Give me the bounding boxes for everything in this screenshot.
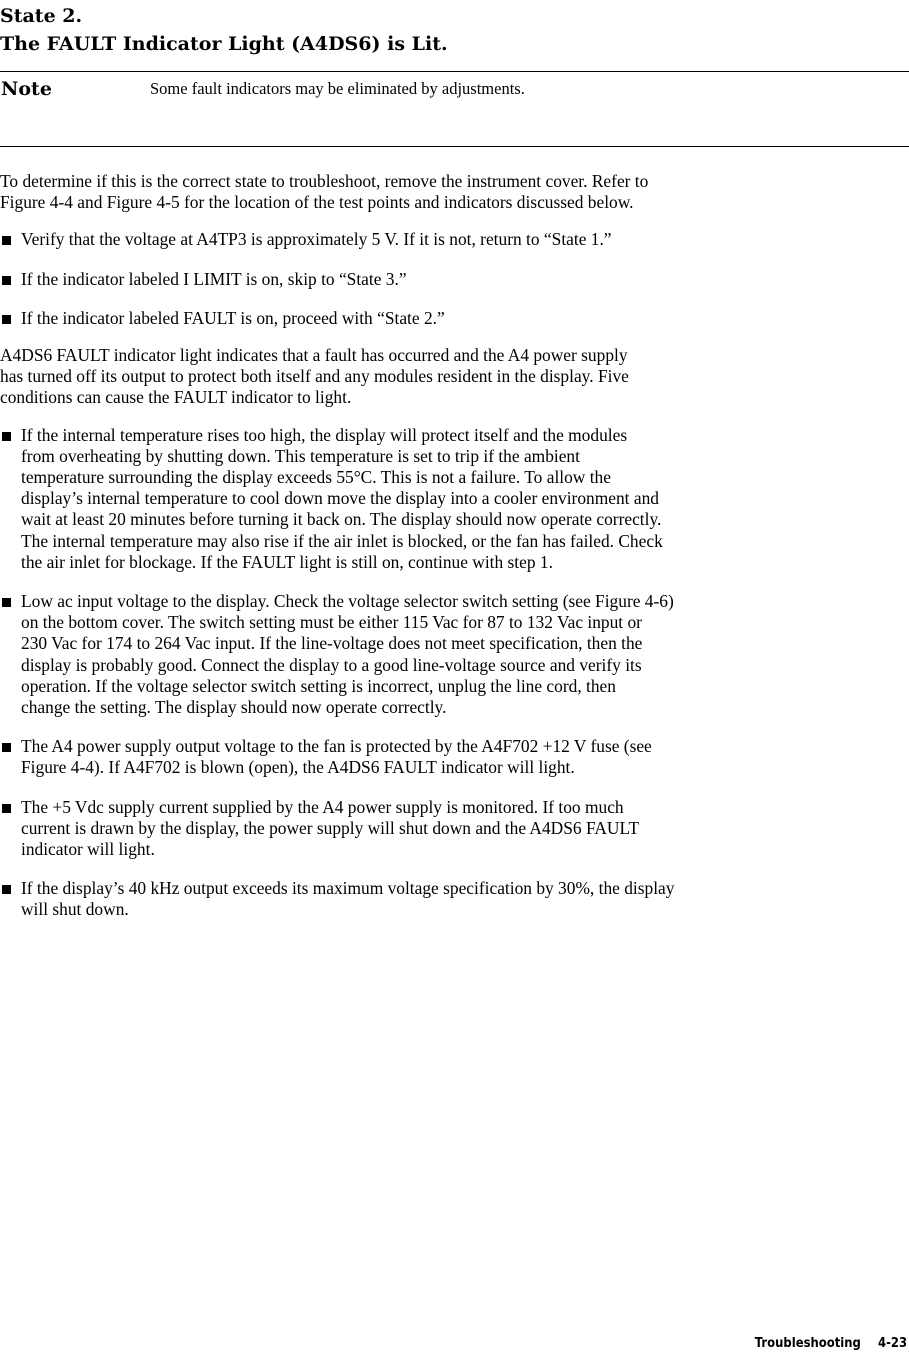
bullet-square-icon bbox=[2, 804, 11, 813]
bullet-square-icon bbox=[2, 743, 11, 752]
list-item: Verify that the voltage at A4TP3 is approximately 5 V. If it is not, return to “State 1.” bbox=[0, 229, 909, 250]
bullet-square-icon bbox=[2, 432, 11, 441]
body-text bbox=[0, 171, 909, 921]
list-item: If the internal temperature rises too high, the display will protect itself and the modules from overheating by shutting down. This temperature is set to trip if the ambient temperature surrounding the display exceeds 55°C. This is not a failure. To allow the display’s internal temperature to cool down move the display into a cooler environment and wait at least 20 minutes before turning it back on. The display should now operate correctly. The internal temperature may also rise if the air inlet is blocked, or the fan has failed. Check the air inlet for blockage. If the FAULT light is still on, continue with step 1. bbox=[0, 425, 909, 573]
intro-line: Figure 4-4 and Figure 4-5 for the location of the test points and indicators discussed below. bbox=[0, 192, 634, 213]
bullet-square-icon bbox=[2, 276, 11, 285]
bullet-square-icon bbox=[2, 598, 11, 607]
bullet-square-icon bbox=[2, 236, 11, 245]
list-item: If the display’s 40 kHz output exceeds its maximum voltage specification by 30%, the display will shut down. bbox=[0, 878, 909, 920]
section-heading bbox=[0, 2, 448, 58]
intro-paragraph bbox=[0, 171, 909, 213]
note-label: Note bbox=[1, 78, 52, 100]
note-bottom-divider bbox=[0, 146, 909, 147]
note-top-divider bbox=[0, 71, 909, 72]
note-text: Some fault indicators may be eliminated by adjustments. bbox=[150, 79, 525, 98]
intro-line: To determine if this is the correct state to troubleshoot, remove the instrument cover. Refer to bbox=[0, 171, 649, 191]
list-item: The A4 power supply output voltage to the fan is protected by the A4F702 +12 V fuse (see Figure 4-4). If A4F702 is blown (open), the A4DS6 FAULT indicator will light. bbox=[0, 736, 909, 778]
bullet-square-icon bbox=[2, 315, 11, 324]
state-check-list bbox=[0, 229, 909, 329]
footer-section-name: Troubleshooting bbox=[754, 1335, 861, 1351]
list-item: If the indicator labeled I LIMIT is on, skip to “State 3.” bbox=[0, 269, 909, 290]
fault-intro-paragraph: A4DS6 FAULT indicator light indicates that a fault has occurred and the A4 power supply has turned off its output to protect both itself and any modules resident in the display. Five conditions can cause the FAULT indicator to light. bbox=[0, 345, 629, 408]
state-subtitle: The FAULT Indicator Light (A4DS6) is Lit. bbox=[0, 33, 448, 55]
list-item: If the indicator labeled FAULT is on, proceed with “State 2.” bbox=[0, 308, 909, 329]
bullet-square-icon bbox=[2, 885, 11, 894]
fault-condition-list bbox=[0, 425, 909, 921]
list-item: The +5 Vdc supply current supplied by the A4 power supply is monitored. If too much current is drawn by the display, the power supply will shut down and the A4DS6 FAULT indicator will light. bbox=[0, 797, 909, 861]
page-number: 4-23 bbox=[877, 1335, 907, 1351]
list-item: Low ac input voltage to the display. Check the voltage selector switch setting (see Figure 4-6) on the bottom cover. The switch setting must be either 115 Vac for 87 to 132 Vac input or 230 Vac for 174 to 264 Vac input. If the line-voltage does not meet specification, then the display is probably good. Connect the display to a good line-voltage source and verify its operation. If the voltage selector switch setting is incorrect, unplug the line cord, then change the setting. The display should now operate correctly. bbox=[0, 591, 909, 718]
page-footer bbox=[755, 1333, 907, 1353]
state-title: State 2. bbox=[0, 5, 83, 27]
